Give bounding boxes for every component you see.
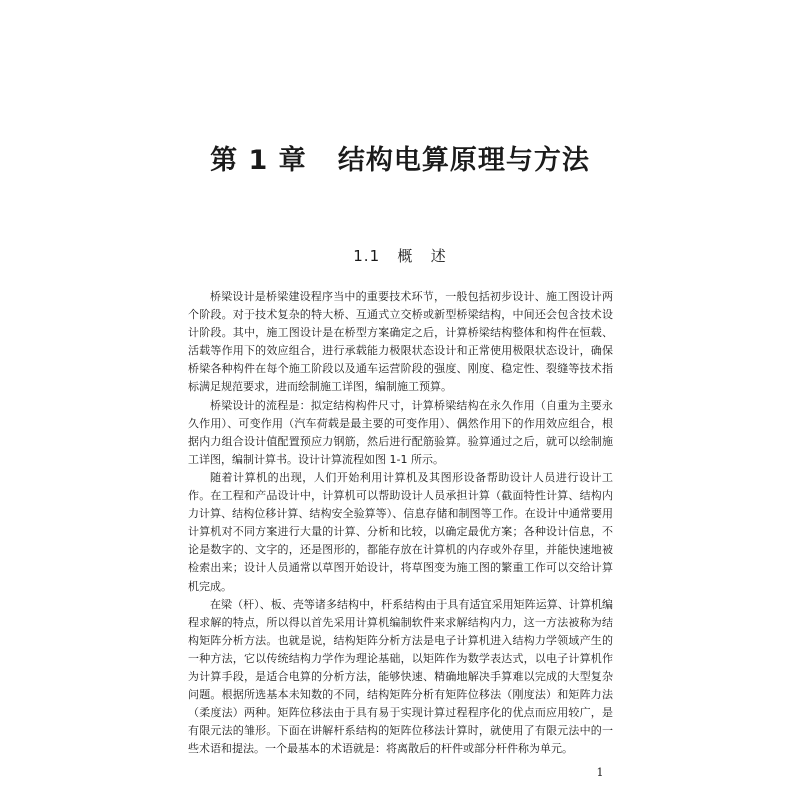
body-text: [188, 288, 613, 758]
section-title: 1.1 概 述: [353, 247, 447, 265]
paragraph-computer-aided-design: 随着计算机的出现，人们开始利用计算机及其图形设备帮助设计人员进行设计工作。在工程和产品设计中，计算机可以帮助设计人员承担计算（截面特性计算、结构内力计算、结构位移计算、结构安全验算等）、信息存储和制图等工作。在设计中通常要用计算机对不同方案进行大量的计算、分析和比较，以确定最优方案；各种设计信息，不论是数字的、文字的，还是图形的，都能存放在计算机的内存或外存里，并能快速地被检索出来；设计人员通常以草图开始设计，将草图变为施工图的繁重工作可以交给计算机完成。: [188, 470, 613, 593]
chapter-title: 第 1 章 结构电算原理与方法: [210, 145, 590, 176]
paragraph-design-flow: 桥梁设计的流程是：拟定结构构件尺寸，计算桥梁结构在永久作用（自重为主要永久作用）、可变作用（汽车荷载是最主要的可变作用）、偶然作用下的作用效应组合，根据内力组合设计值配置预应力钢筋，然后进行配筋验算。验算通过之后，就可以绘制施工详图，编制计算书。设计计算流程如图 1-1 所示。: [188, 398, 613, 466]
paragraph-matrix-analysis: 在梁（杆）、板、壳等诸多结构中，杆系结构由于具有适宜采用矩阵运算、计算机编程求解的特点，所以得以首先采用计算机编制软件来求解结构内力，这一方法被称为结构矩阵分析方法。也就是说，结构矩阵分析方法是电子计算机进入结构力学领域产生的一种方法，它以传统结构力学作为理论基础，以矩阵作为数学表达式，以电子计算机作为计算手段，是适合电算的分析方法，能够快速、精确地解决手算难以完成的大型复杂问题。根据所选基本未知数的不同，结构矩阵分析有矩阵位移法（刚度法）和矩阵力法（柔度法）两种。矩阵位移法由于具有易于实现计算过程程序化的优点而应用较广，是有限元法的雏形。下面在讲解杆系结构的矩阵位移法计算时，就使用了有限元法中的一些术语和提法。一个最基本的术语就是：将离散后的杆件或部分杆件称为单元。: [188, 597, 613, 756]
page-number: 1: [596, 766, 604, 779]
paragraph-design-stages: 桥梁设计是桥梁建设程序当中的重要技术环节，一般包括初步设计、施工图设计两个阶段。对于技术复杂的特大桥、互通式立交桥或新型桥梁结构，中间还会包含技术设计阶段。其中，施工图设计是在桥型方案确定之后，计算桥梁结构整体和构件在恒载、活载等作用下的效应组合，进行承载能力极限状态设计和正常使用极限状态设计，确保桥梁各种构件在每个施工阶段以及通车运营阶段的强度、刚度、稳定性、裂缝等技术指标满足规范要求，进而绘制施工详图，编制施工预算。: [188, 290, 613, 394]
